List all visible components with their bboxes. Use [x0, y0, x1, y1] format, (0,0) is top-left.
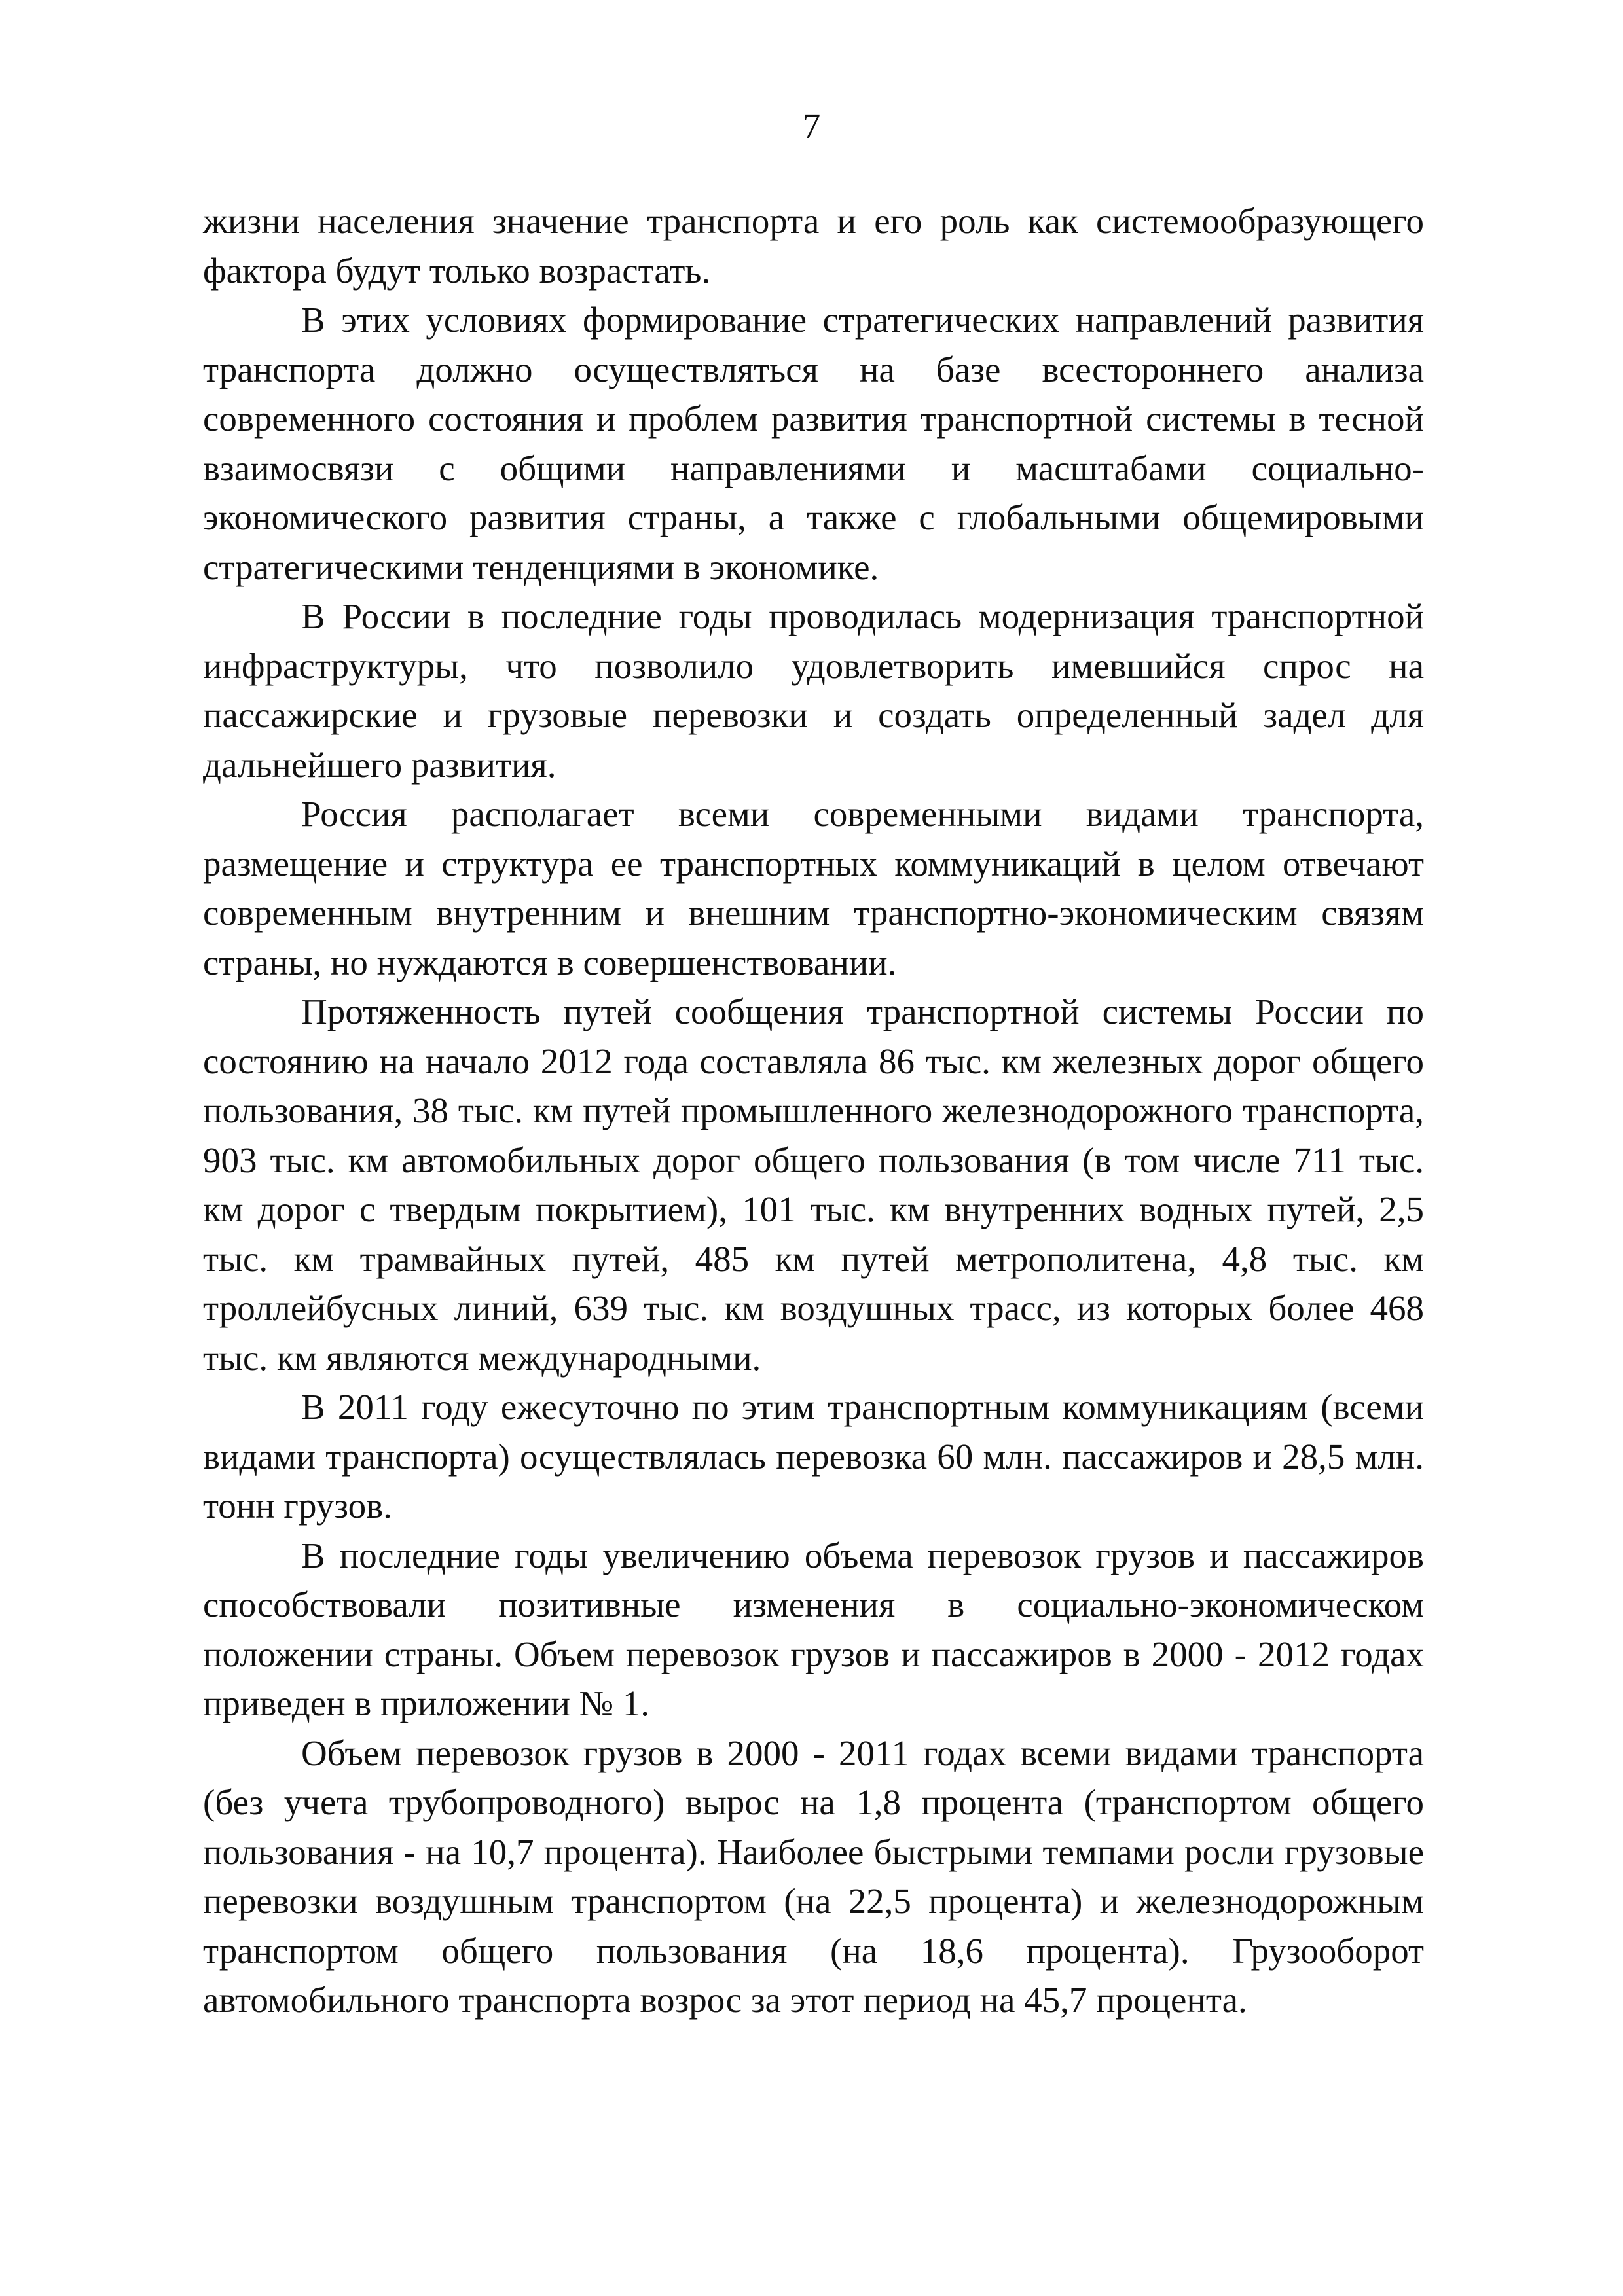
paragraph-1: жизни населения значение транспорта и его роль как системообразующего фактора будут только возрастать. [203, 201, 1424, 291]
paragraph-3: В России в последние годы проводилась модернизация транспортной инфраструктуры, что позволило удовлетворить имевшийся спрос на пассажирские и грузовые перевозки и создать определенный задел для дальнейшего развития. [203, 596, 1424, 785]
paragraph-6: В 2011 году ежесуточно по этим транспортным коммуникациям (всеми видами транспорта) осуществлялась перевозка 60 млн. пассажиров и 28,5 млн. тонн грузов. [203, 1387, 1424, 1526]
paragraph-8: Объем перевозок грузов в 2000 - 2011 годах всеми видами транспорта (без учета трубопроводного) вырос на 1,8 процента (транспортом общего пользования - на 10,7 процента). Наиболее быстрыми темпами росли грузовые перевозки воздушным транспортом (на 22,5 процента) и железнодорожным транспортом общего пользования (на 18,6 процента). Грузооборот автомобильного транспорта возрос за этот период на 45,7 процента. [203, 1732, 1424, 2020]
paragraph-5: Протяженность путей сообщения транспортной системы России по состоянию на начало 2012 года составляла 86 тыс. км железных дорог общего пользования, 38 тыс. км путей промышленного железнодорожного транспорта, 903 тыс. км автомобильных дорог общего пользования (в том числе 711 тыс. км дорог с твердым покрытием), 101 тыс. км внутренних водных путей, 2,5 тыс. км трамвайных путей, 485 км путей метрополитена, 4,8 тыс. км троллейбусных линий, 639 тыс. км воздушных трасс, из которых более 468 тыс. км являются международными. [203, 992, 1424, 1378]
document-body [203, 196, 1424, 2025]
paragraph-4: Россия располагает всеми современными видами транспорта, размещение и структура ее транспортных коммуникаций в целом отвечают современным внутренним и внешним транспортно-экономическим связям страны, но нуждаются в совершенствовании. [203, 794, 1424, 982]
paragraph-2: В этих условиях формирование стратегических направлений развития транспорта должно осуществляться на базе всестороннего анализа современного состояния и проблем развития транспортной системы в тесной взаимосвязи с общими направлениями и масштабами социально-экономического развития страны, а также с глобальными общемировыми стратегическими тенденциями в экономике. [203, 300, 1424, 587]
paragraph-7: В последние годы увеличению объема перевозок грузов и пассажиров способствовали позитивные изменения в социально-экономическом положении страны. Объем перевозок грузов и пассажиров в 2000 - 2012 годах приведен в приложении № 1. [203, 1535, 1424, 1723]
page-number: 7 [802, 106, 821, 146]
